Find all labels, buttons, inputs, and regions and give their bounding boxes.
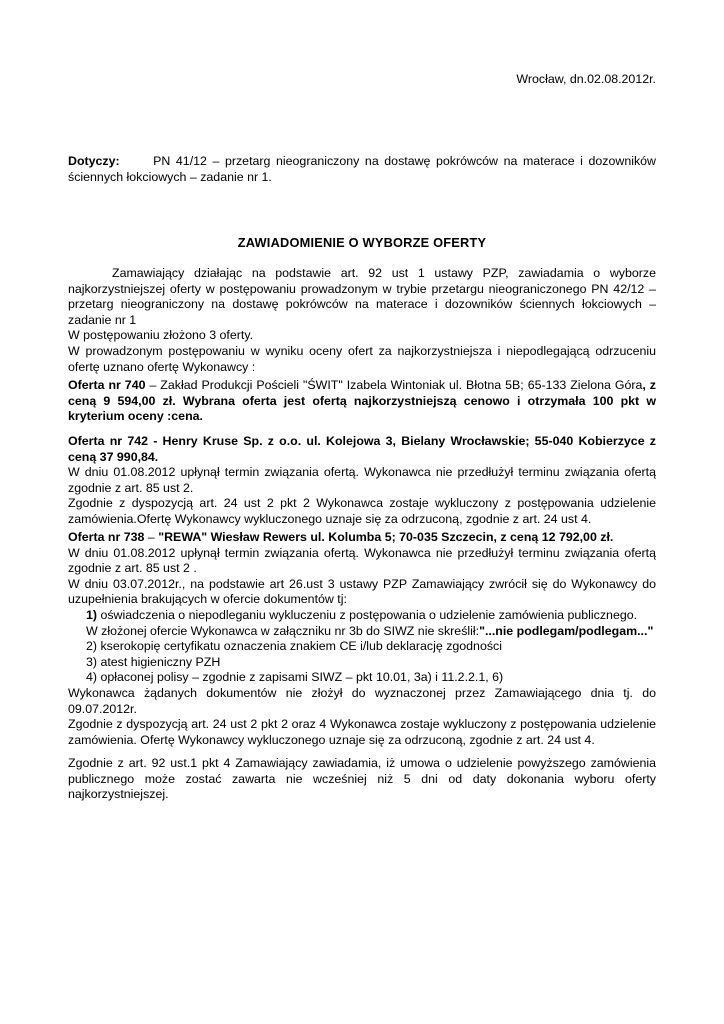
list-item: W złożonej ofercie Wykonawca w załączniku nr 3b do SIWZ nie skreślił:"...nie podlegam/podlegam..." — [86, 623, 654, 638]
missing-documents-list — [86, 608, 656, 686]
list-item: 1) oświadczenia o niepodleganiu wykluczeniu z postępowania o udzielenie zamówienia publicznego. — [86, 607, 638, 622]
offer-740-label: Oferta nr 740 — [68, 378, 146, 392]
list-item: 4) opłaconej polisy – zgodnie z zapisami SIWZ – pkt 10.01, 3a) i 11.2.2.1, 6) — [86, 670, 504, 685]
offer-742-paragraph-1: W dniu 01.08.2012 upłynął termin związania ofertą. Wykonawca nie przedłużył terminu związania ofertą zgodnie z art. 85 ust 2. — [68, 465, 656, 495]
subject-line — [68, 154, 656, 185]
offer-738-paragraph-1: W dniu 01.08.2012 upłynął termin związania ofertą. Wykonawca nie przedłużył terminu związania ofertą zgodnie z art. 85 ust 2 . — [68, 545, 656, 576]
offer-740-result: , z ceną 9 594,00 zł. Wybrana oferta jest ofertą najkorzystniejszą cenowo i otrzymała 100 pkt w kryterium oceny :cena. — [68, 378, 656, 424]
offer-742-paragraph-2: Zgodnie z dyspozycją art. 24 ust 2 pkt 2 Wykonawca zostaje wykluczony z postępowania udzielenie zamówienia.Ofertę Wykonawcy wykluczonego uznaje się za odrzuconą, zgodnie z art. 24 ust 4. — [68, 496, 656, 526]
closing-paragraph: Zgodnie z art. 92 ust.1 pkt 4 Zamawiający zawiadamia, iż umowa o udzielenie powyższego zamówienia publicznego może zostać zawarta nie wcześniej niż 5 dni od daty dokonania wyboru oferty najkorzystniejszej. — [68, 756, 656, 802]
intro-section — [68, 266, 656, 375]
offer-738-section — [68, 530, 656, 748]
offer-742-section — [68, 434, 656, 528]
offer-738-dash: – — [144, 530, 159, 544]
offer-742-label: Oferta nr 742 — [68, 434, 148, 448]
document-date: Wrocław, dn.02.08.2012r. — [516, 72, 656, 86]
intro-paragraph: Zamawiający działając na podstawie art. 92 ust 1 ustawy PZP, zawiadamia o wyborze najkorzystniejszej oferty w postępowaniu prowadzonym w trybie przetargu nieograniczonego PN 42/12 – przetarg nieograniczony na dostawę pokrówców na materace i dozowników ściennych łokciowych – zadanie nr 1 — [68, 266, 656, 327]
document-title: ZAWIADOMIENIE O WYBORZE OFERTY — [237, 235, 487, 250]
offer-738-label: Oferta nr 738 — [68, 530, 145, 544]
list-item: 2) kserokopię certyfikatu oznaczenia znakiem CE i/lub deklarację zgodności — [86, 639, 502, 654]
closing-section — [68, 756, 656, 803]
offer-740-company: – Zakład Produkcji Pościeli "ŚWIT" Izabela Wintoniak ul. Błotna 5B; 65-133 Zielona Góra — [145, 378, 643, 392]
subject-label: Dotyczy: — [68, 154, 120, 168]
offer-740-section — [68, 378, 656, 425]
offer-738-paragraph-3: Wykonawca żądanych dokumentów nie złożył do wyznaczonej przez Zamawiającego dnia tj. do 09.07.2012r. — [68, 685, 656, 716]
offer-738-heading: "REWA" Wiesław Rewers ul. Kolumba 5; 70-035 Szczecin, z ceną 12 792,00 zł. — [158, 530, 614, 544]
intro-result: W prowadzonym postępowaniu w wyniku oceny ofert za najkorzystniejsza i niepodlegającą odrzuceniu ofertę uznano ofertę Wykonawcy : — [68, 343, 656, 374]
subject-text: PN 41/12 – przetarg nieograniczony na dostawę pokrówców na materace i dozowników ściennych łokciowych – zadanie nr 1. — [68, 154, 657, 184]
offers-count: W postępowaniu złożono 3 oferty. — [68, 328, 254, 343]
offer-738-paragraph-4: Zgodnie z dyspozycją art. 24 ust 2 pkt 2 oraz 4 Wykonawca zostaje wykluczony z postępowania udzielenie zamówienia. Ofertę Wykonawcy wykluczonego uznaje się za odrzuconą, zgodnie z art. 24 ust 4. — [68, 717, 656, 747]
offer-738-paragraph-2: W dniu 03.07.2012r., na podstawie art 26.ust 3 ustawy PZP Zamawiający zwrócił się do Wykonawcy do uzupełnienia brakujących w ofercie dokumentów tj: — [68, 576, 656, 607]
offer-742-heading: - Henry Kruse Sp. z o.o. ul. Kolejowa 3, Bielany Wrocławskie; 55-040 Kobierzyce z ceną 37 990,84. — [68, 434, 656, 464]
list-item: 3) atest higieniczny PZH — [86, 654, 221, 669]
